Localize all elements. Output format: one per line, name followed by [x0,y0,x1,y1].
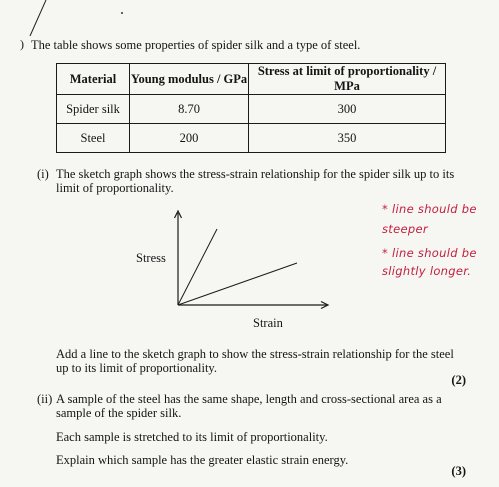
cell-young-modulus: 200 [130,124,249,153]
exam-page: ) The table shows some properties of spider silk and a type of steel. Material Young modulus / GPa Stress at limit of proportionality / MPa Spider silk 8.70 300 Steel 200 350 (i) The sketch graph shows the stress-strain relationship for the spider silk up to its limit of proportionality. Stress Strain * line should be steeper * line should be slightly longer. Add a line to the sketch graph to show the stress-strain relationship for the steel up to its limit of proportionality. (2) (ii) A sample of the steel has the same shape, length and cross-sectional area as a sample of the spider silk. Each sample is stretched to its limit of proportionality. Explain which sample has the greater elastic strain energy. (3) [0,0,499,487]
part-i-line2: limit of proportionality. [56,181,174,195]
annotation-longer-1: * line should be [382,246,477,260]
cell-stress-limit: 350 [249,124,446,153]
part-ii-line3: Each sample is stretched to its limit of proportionality. [56,430,328,444]
part-ii-line4: Explain which sample has the greater elastic strain energy. [56,453,349,467]
part-ii-marks: (3) [451,464,466,478]
header-young-modulus: Young modulus / GPa [130,64,249,95]
annotation-longer-2: slightly longer. [382,264,472,278]
part-i-line1: The sketch graph shows the stress-strain relationship for the spider silk up to its [56,167,455,181]
part-i-task-line1: Add a line to the sketch graph to show the stress-strain relationship for the steel [56,347,454,361]
annotation-steeper-2: steeper [382,222,428,236]
x-axis-label: Strain [253,316,283,330]
question-bracket: ) [20,37,24,51]
header-material: Material [57,64,130,95]
part-i-label: (i) [37,167,49,181]
part-ii-line1: A sample of the steel has the same shape, length and cross-sectional area as a [56,392,442,406]
part-ii-label: (ii) [37,392,53,406]
cell-stress-limit: 300 [249,95,446,124]
annotation-steeper-1: * line should be [382,202,477,216]
part-i-task-line2: up to its limit of proportionality. [56,361,217,375]
cell-material: Spider silk [57,95,130,124]
header-stress-limit: Stress at limit of proportionality / MPa [249,64,446,95]
cell-material: Steel [57,124,130,153]
y-axis-label: Stress [136,251,166,265]
cell-young-modulus: 8.70 [130,95,249,124]
part-ii-line2: sample of the spider silk. [56,406,182,420]
part-i-marks: (2) [451,373,466,387]
